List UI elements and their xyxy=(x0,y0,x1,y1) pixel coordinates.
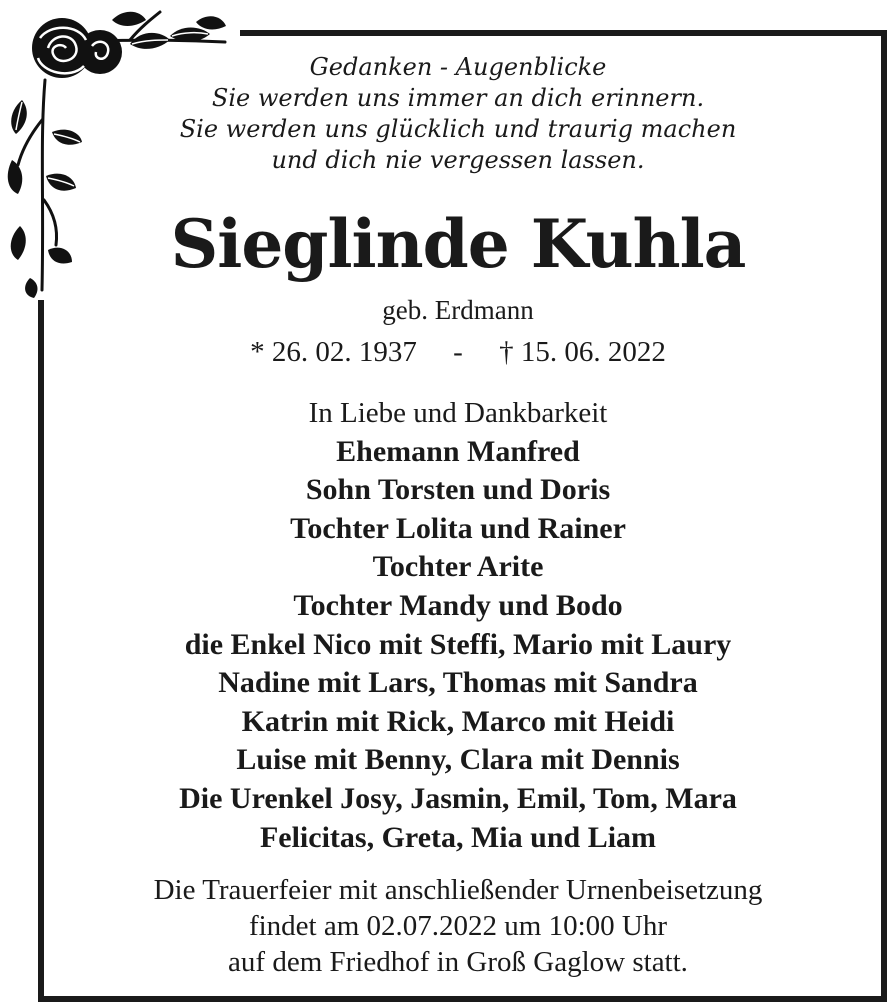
mourner-line: Ehemann Manfred xyxy=(336,434,580,468)
mourner-line: Tochter Arite xyxy=(372,550,544,584)
mourner-line: Felicitas, Greta, Mia und Liam xyxy=(259,820,657,854)
mourner-line: Katrin mit Rick, Marco mit Heidi xyxy=(241,704,675,738)
mourner-line: Die Urenkel Josy, Jasmin, Emil, Tom, Mara xyxy=(179,781,737,815)
deceased-name: Sieglinde Kuhla xyxy=(170,205,746,283)
memorial-poem xyxy=(38,52,878,176)
service-line: auf dem Friedhof in Groß Gaglow statt. xyxy=(228,946,688,978)
mourner-line: Tochter Mandy und Bodo xyxy=(293,588,623,622)
service-line: findet am 02.07.2022 um 10:00 Uhr xyxy=(248,910,668,942)
funeral-service-info xyxy=(38,872,878,980)
mourner-line: Nadine mit Lars, Thomas mit Sandra xyxy=(218,666,698,700)
death-date: † 15. 06. 2022 xyxy=(499,336,666,368)
birth-date: * 26. 02. 1937 xyxy=(250,336,417,368)
mourner-line: Sohn Torsten und Doris xyxy=(305,473,611,507)
poem-line: Sie werden uns glücklich und traurig machen xyxy=(179,115,737,143)
birth-name: geb. Erdmann xyxy=(382,295,534,325)
mourners-intro: In Liebe und Dankbarkeit xyxy=(308,397,608,429)
date-separator: - xyxy=(453,336,463,368)
poem-line: Gedanken - Augenblicke xyxy=(309,53,607,81)
mourner-line: Tochter Lolita und Rainer xyxy=(290,511,626,545)
mourners-list xyxy=(38,394,878,857)
service-line: Die Trauerfeier mit anschließender Urnenbeisetzung xyxy=(153,874,763,906)
mourner-line: Luise mit Benny, Clara mit Dennis xyxy=(236,743,680,777)
poem-line: und dich nie vergessen lassen. xyxy=(271,146,645,174)
mourner-line: die Enkel Nico mit Steffi, Mario mit Laury xyxy=(184,627,732,661)
poem-line: Sie werden uns immer an dich erinnern. xyxy=(211,84,705,112)
life-dates xyxy=(38,333,878,371)
